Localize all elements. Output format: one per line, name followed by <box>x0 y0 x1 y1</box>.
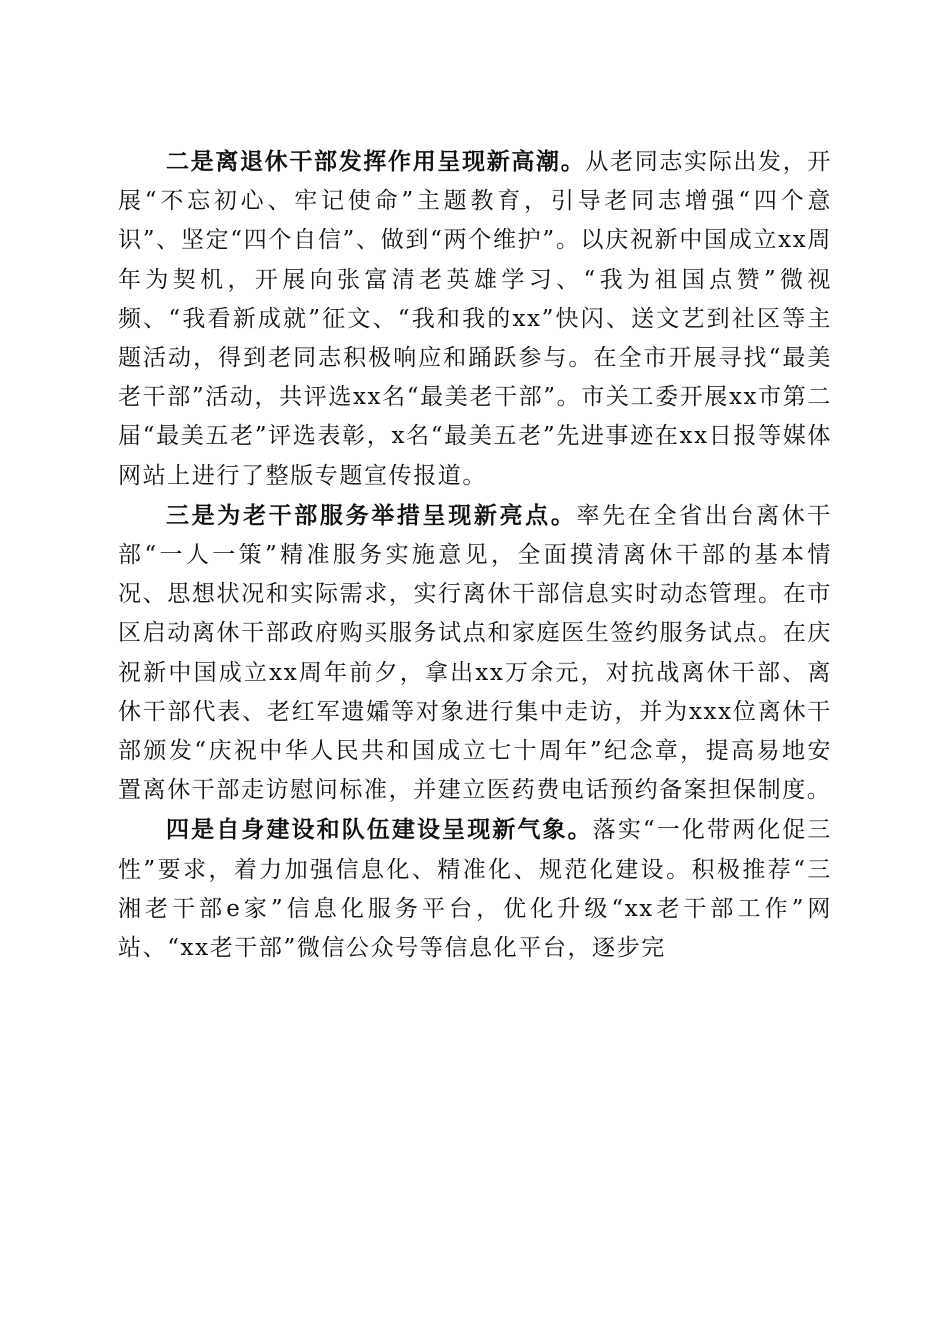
paragraph-body-text: 从老同志实际出发，开展“不忘初心、牢记使命”主题教育，引导老同志增强“四个意识”、坚定“四个自信”、做到“两个维护”。以庆祝新中国成立xx周年为契机，开展向张富清老英雄学习、“我为祖国点赞”微视频、“我看新成就”征文、“我和我的xx”快闪、送文艺到社区等主题活动，得到老同志积极响应和踊跃参与。在全市开展寻找“最美老干部”活动，共评选xx名“最美老干部”。市关工委开展xx市第二届“最美五老”评选表彰，x名“最美五老”先进事迹在xx日报等媒体网站上进行了整版专题宣传报道。 <box>118 149 832 489</box>
paragraph-lead-heading: 二是离退休干部发挥作用呈现新高潮。 <box>166 148 586 175</box>
paragraph-lead-heading: 三是为老干部服务举措呈现新亮点。 <box>166 501 577 529</box>
paragraph-body-text: 率先在全省出台离休干部“一人一策”精准服务实施意见，全面摸清离休干部的基本情况、思想状况和实际需求，实行离休干部信息实时动态管理。在市区启动离休干部政府购买服务试点和家庭医生签约服务试点。在庆祝新中国成立xx周年前夕，拿出xx万余元，对抗战离休干部、离休干部代表、老红军遗孀等对象进行集中走访，并为xxx位离休干部颁发“庆祝中华人民共和国成立七十周年”纪念章，提高易地安置离休干部走访慰问标准，并建立医药费电话预约备案担保制度。 <box>118 502 833 804</box>
paragraph-body-text: 落实“一化带两化促三性”要求，着力加强信息化、精准化、规范化建设。积极推荐“三湘老干部e家”信息化服务平台，优化升级“xx老干部工作”网站、“xx老干部”微信公众号等信息化平台，逐步完 <box>118 817 833 962</box>
paragraph-lead-heading: 四是自身建设和队伍建设呈现新气象。 <box>166 816 593 844</box>
document-body <box>118 142 832 968</box>
paragraph-service-measures <box>118 496 832 811</box>
paragraph-retired-cadres-role <box>118 142 832 496</box>
paragraph-self-construction <box>118 810 832 968</box>
